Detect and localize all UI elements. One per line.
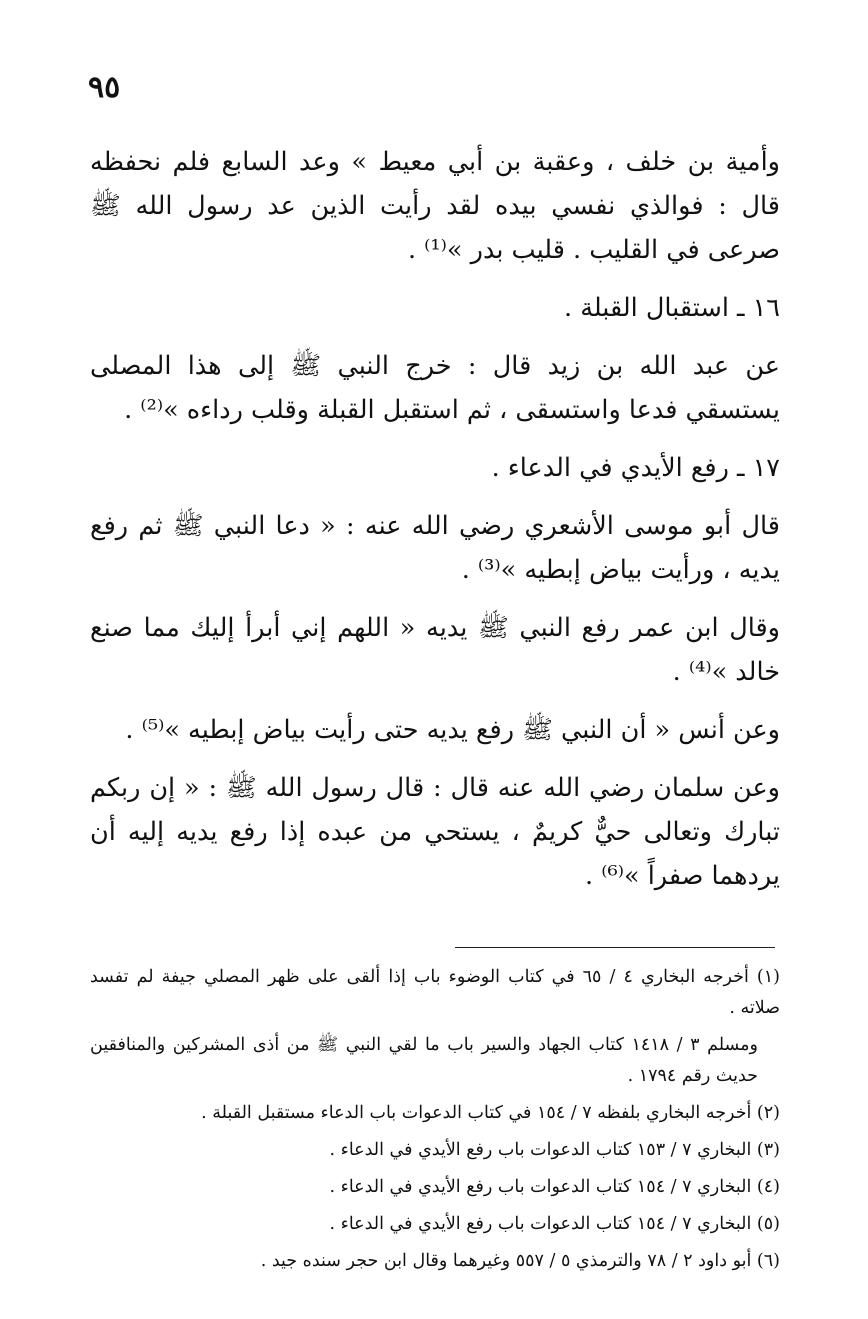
main-text: [90, 140, 780, 912]
footnote-6: (٦) أبو داود ٢ / ٧٨ والترمذي ٥ / ٥٥٧ وغيرهما وقال ابن حجر سنده جيد .: [260, 1251, 780, 1271]
paragraph-2: عن عبد الله بن زيد قال : خرج النبي ﷺ إلى هذا المصلى يستسقي فدعا واستسقى ، ثم استقبل القبلة وقلب رداءه »⁽²⁾ .: [90, 351, 780, 425]
paragraph-3: قال أبو موسى الأشعري رضي الله عنه : « دعا النبي ﷺ ثم رفع يديه ، ورأيت بياض إبطيه »⁽³⁾ .: [90, 511, 780, 585]
footnote-divider: [455, 947, 775, 948]
footnotes: [90, 962, 780, 1283]
paragraph-1: وأمية بن خلف ، وعقبة بن أبي معيط » وعد السابع فلم نحفظه قال : فوالذي نفسي بيده لقد رأيت الذين عد رسول الله ﷺ صرعى في القليب . قليب بدر »⁽¹⁾ .: [90, 147, 780, 265]
section-heading-17: ١٧ ـ رفع الأيدي في الدعاء .: [491, 453, 780, 483]
page-number: ٩٥: [88, 70, 121, 105]
footnote-3: (٣) البخاري ٧ / ١٥٣ كتاب الدعوات باب رفع الأيدي في الدعاء .: [329, 1140, 780, 1160]
footnote-5: (٥) البخاري ٧ / ١٥٤ كتاب الدعوات باب رفع الأيدي في الدعاء .: [329, 1214, 780, 1234]
footnote-1-continued: ومسلم ٣ / ١٤١٨ كتاب الجهاد والسير باب ما لقي النبي ﷺ من أذى المشركين والمنافقين حديث رقم ١٧٩٤ .: [90, 1035, 758, 1086]
paragraph-5: وعن أنس « أن النبي ﷺ رفع يديه حتى رأيت بياض إبطيه »⁽⁵⁾ .: [125, 715, 780, 745]
section-heading-16: ١٦ ـ استقبال القبلة .: [563, 293, 780, 323]
footnote-2: (٢) أخرجه البخاري بلفظه ٧ / ١٥٤ في كتاب الدعوات باب الدعاء مستقبل القبلة .: [201, 1103, 780, 1123]
footnote-1: (١) أخرجه البخاري ٤ / ٦٥ في كتاب الوضوء باب إذا ألقى على ظهر المصلي جيفة لم تفسد صلاته .: [90, 967, 780, 1018]
paragraph-6: وعن سلمان رضي الله عنه قال : قال رسول الله ﷺ : « إن ربكم تبارك وتعالى حيٌّ كريمٌ ، يستحي من عبده إذا رفع يديه إليه أن يردهما صفراً »⁽⁶⁾ .: [90, 773, 780, 891]
footnote-4: (٤) البخاري ٧ / ١٥٤ كتاب الدعوات باب رفع الأيدي في الدعاء .: [329, 1177, 780, 1197]
paragraph-4: وقال ابن عمر رفع النبي ﷺ يديه « اللهم إني أبرأ إليك مما صنع خالد »⁽⁴⁾ .: [90, 613, 780, 687]
